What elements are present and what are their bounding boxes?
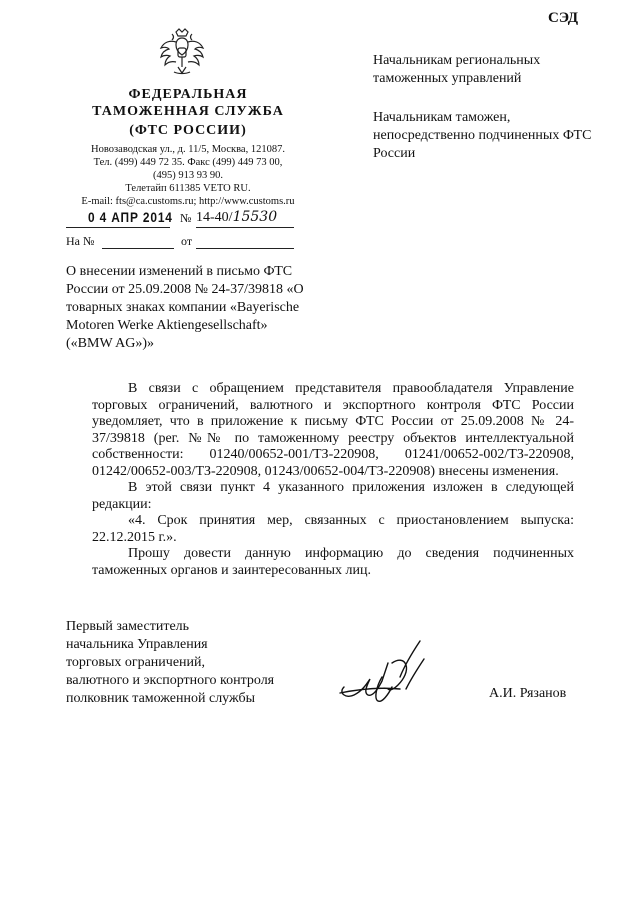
position-line: валютного и экспортного контроля <box>66 673 275 688</box>
number-underline <box>196 227 294 228</box>
recipient-customs: Начальникам таможен, непосредственно подчиненных ФТС России <box>373 110 592 161</box>
recipient-regional: Начальникам региональных таможенных управлений <box>373 53 541 86</box>
outgoing-number <box>196 209 277 226</box>
address-line: Тел. (499) 449 72 35. Факс (499) 449 73 00, <box>93 157 283 168</box>
address-line: Телетайп 611385 VETO RU. <box>125 183 251 194</box>
signatory-position <box>66 618 326 708</box>
number-printed: 14-40/ <box>196 210 233 225</box>
email-line: E-mail: fts@ca.customs.ru; http://www.customs.ru <box>81 196 295 207</box>
body-paragraph-2: В этой связи пункт 4 указанного приложения изложен в следующей редакции: <box>92 480 574 512</box>
position-line: торговых ограничений, <box>66 655 206 670</box>
from-label: от <box>181 234 193 248</box>
reply-label: На № <box>66 234 95 248</box>
date-underline <box>66 227 170 228</box>
org-name-line1: ФЕДЕРАЛЬНАЯ <box>128 87 248 102</box>
handwritten-signature-icon <box>336 637 456 715</box>
reply-number-line <box>102 248 174 249</box>
number-handwritten: 15530 <box>232 209 278 225</box>
reply-date-line <box>196 248 294 249</box>
letter-body <box>92 381 574 579</box>
signatory-name: А.И. Рязанов <box>489 686 567 701</box>
date-stamp: 0 4 АПР 2014 <box>88 209 173 225</box>
position-line: начальника Управления <box>66 637 208 652</box>
coat-of-arms-icon <box>158 28 206 80</box>
body-paragraph-3: «4. Срок принятия мер, связанных с приостановлением выпуска: 22.12.2015 г.». <box>92 513 574 545</box>
org-name-line3: (ФТС РОССИИ) <box>129 123 247 138</box>
body-paragraph-4: Прошу довести данную информацию до сведения подчиненных таможенных органов и заинтересованных лиц. <box>92 546 574 578</box>
position-line: полковник таможенной службы <box>66 691 256 706</box>
sed-mark: СЭД <box>548 10 579 26</box>
org-name-line2: ТАМОЖЕННАЯ СЛУЖБА <box>92 104 284 119</box>
letter-subject: О внесении изменений в письмо ФТС России от 25.09.2008 № 24-37/39818 «О товарных знаках компании «Bayerische Motoren Werke Aktiengesellschaft» («BMW AG»)» <box>66 264 304 351</box>
address-line: Новозаводская ул., д. 11/5, Москва, 121087. <box>91 144 285 155</box>
number-label: № <box>180 211 192 225</box>
address-line: (495) 913 93 90. <box>153 170 223 181</box>
body-paragraph-1: В связи с обращением представителя правообладателя Управление торговых ограничений, валютного и экспортного контроля ФТС России уведомляет, что в приложение к письму ФТС России от 25.09.2008 № 24-37/39818 (рег. №№ по таможенному реестру объектов интеллектуальной собственности: 01240/00652-001/ТЗ-220908, 01241/00652-002/ТЗ-220908, 01242/00652-003/ТЗ-220908, 01243/00652-004/ТЗ-220908) внесены изменения. <box>92 381 574 479</box>
position-line: Первый заместитель <box>66 619 190 634</box>
